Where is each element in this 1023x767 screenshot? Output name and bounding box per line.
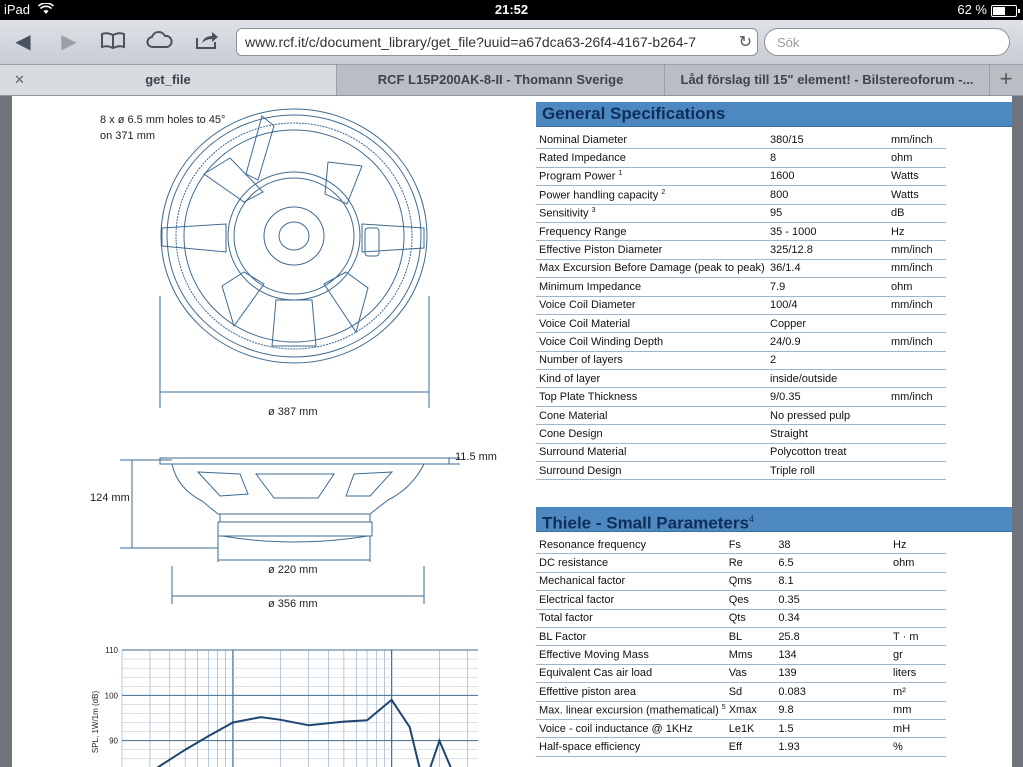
spl-point <box>439 740 441 742</box>
tsp-row <box>536 572 946 590</box>
tsp-row <box>536 683 946 701</box>
url-text: www.rcf.it/c/document_library/get_file?uuid=a67dca63-26f4-4167-b264-7 <box>245 34 696 50</box>
tab-bar <box>0 65 1023 96</box>
tsp-symbol: Mms <box>726 646 776 664</box>
tsp-unit: m² <box>890 683 946 701</box>
spec-row <box>536 388 946 406</box>
close-tab-icon[interactable]: ✕ <box>14 72 25 87</box>
y-tick-label: 100 <box>104 691 118 701</box>
icloud-icon[interactable] <box>146 30 172 54</box>
search-field[interactable] <box>764 28 1010 56</box>
spl-point <box>308 724 310 726</box>
tab-get-file[interactable] <box>0 65 337 95</box>
tsp-row <box>536 664 946 682</box>
tsp-value: 9.8 <box>775 701 890 719</box>
spec-label: Frequency Range <box>536 222 767 240</box>
spec-label: Nominal Diameter <box>536 131 767 149</box>
spec-value: 95 <box>767 204 888 222</box>
spec-value: inside/outside <box>767 370 888 388</box>
general-specifications <box>536 102 1012 480</box>
tsp-label: Voice - coil inductance @ 1KHz <box>536 719 726 737</box>
spec-row <box>536 241 946 259</box>
spec-row <box>536 222 946 240</box>
spl-point <box>409 726 411 728</box>
spec-value: Straight <box>767 425 888 443</box>
spec-unit <box>888 370 946 388</box>
spec-row <box>536 370 946 388</box>
spec-row <box>536 351 946 369</box>
page-gutter-left <box>0 96 12 767</box>
spec-row <box>536 425 946 443</box>
tsp-row <box>536 554 946 572</box>
tsp-row <box>536 536 946 554</box>
spec-value: 9/0.35 <box>767 388 888 406</box>
spec-label: Minimum Impedance <box>536 278 767 296</box>
tsp-row <box>536 719 946 737</box>
tsp-unit: mH <box>890 719 946 737</box>
clock: 21:52 <box>494 2 529 17</box>
spec-label: Surround Material <box>536 443 767 461</box>
spec-unit: mm/inch <box>888 296 946 314</box>
dim-387: ø 387 mm <box>268 406 318 418</box>
tsp-symbol: Eff <box>726 738 776 756</box>
tsp-unit <box>890 591 946 609</box>
device-name: iPad <box>4 2 31 17</box>
battery-icon <box>991 5 1017 17</box>
search-placeholder: Sök <box>777 35 800 50</box>
spec-value: 800 <box>767 186 888 204</box>
technical-drawings <box>12 96 532 767</box>
spec-label: Surround Design <box>536 462 767 480</box>
general-specifications-title: General Specifications <box>536 102 1012 127</box>
new-tab-button[interactable]: + <box>999 66 1013 91</box>
tsp-symbol: Qes <box>726 591 776 609</box>
tsp-symbol: Sd <box>726 683 776 701</box>
tsp-symbol: Qts <box>726 609 776 627</box>
tsp-label: DC resistance <box>536 554 726 572</box>
tsp-row <box>536 701 946 719</box>
tsp-label: Effective Moving Mass <box>536 646 726 664</box>
holes-note-2: on 371 mm <box>100 130 156 142</box>
spec-label: Cone Material <box>536 406 767 424</box>
tsp-value: 139 <box>775 664 890 682</box>
tsp-unit: T · m <box>890 627 946 645</box>
spec-row <box>536 443 946 461</box>
spec-row <box>536 314 946 332</box>
dim-11-5: 11.5 mm <box>455 451 497 463</box>
tsp-symbol: BL <box>726 627 776 645</box>
spec-unit: mm/inch <box>888 259 946 277</box>
spec-label: Rated Impedance <box>536 149 767 167</box>
spec-unit: mm/inch <box>888 388 946 406</box>
tab-label: Låd förslag till 15" element! - Bilstereoforum -... <box>680 72 974 87</box>
spec-row <box>536 462 946 480</box>
tsp-value: 0.34 <box>775 609 890 627</box>
battery-percent: 62 % <box>957 2 987 17</box>
spec-unit: mm/inch <box>888 241 946 259</box>
tsp-symbol: Qms <box>726 572 776 590</box>
tsp-value: 0.083 <box>775 683 890 701</box>
spec-value: Triple roll <box>767 462 888 480</box>
tsp-row <box>536 591 946 609</box>
spec-row <box>536 333 946 351</box>
spec-value: 380/15 <box>767 131 888 149</box>
spec-value: 2 <box>767 351 888 369</box>
tsp-value: 134 <box>775 646 890 664</box>
tsp-unit: gr <box>890 646 946 664</box>
spec-label: Sensitivity $^3$ <box>536 204 767 222</box>
tsp-unit <box>890 572 946 590</box>
tsp-symbol: Fs <box>726 536 776 554</box>
spec-value: 100/4 <box>767 296 888 314</box>
document-page[interactable] <box>12 96 1012 767</box>
spec-label: Number of layers <box>536 351 767 369</box>
thiele-small-table <box>536 536 946 757</box>
spec-value: 36/1.4 <box>767 259 888 277</box>
tab-label: RCF L15P200AK-8-II - Thomann Sverige <box>377 72 624 87</box>
tsp-row <box>536 627 946 645</box>
spec-label: Max Excursion Before Damage (peak to peak) <box>536 259 767 277</box>
spec-label: Program Power $^1$ <box>536 167 767 185</box>
spec-row <box>536 131 946 149</box>
spec-value: 8 <box>767 149 888 167</box>
tsp-value: 38 <box>775 536 890 554</box>
spl-point <box>280 719 282 721</box>
tsp-symbol: Xmax <box>726 701 776 719</box>
thiele-small-parameters <box>536 507 1012 757</box>
spec-row <box>536 296 946 314</box>
spec-unit: ohm <box>888 149 946 167</box>
spec-label: Voice Coil Winding Depth <box>536 333 767 351</box>
tab-label: get_file <box>145 72 191 87</box>
y-axis-label: SPL, 1W/1m (dB) <box>91 690 100 754</box>
spl-point <box>260 716 262 718</box>
spec-unit: Watts <box>888 186 946 204</box>
spec-label: Effective Piston Diameter <box>536 241 767 259</box>
spec-value: 7.9 <box>767 278 888 296</box>
tsp-symbol: Re <box>726 554 776 572</box>
spl-point <box>232 722 234 724</box>
share-icon[interactable] <box>194 30 220 54</box>
spec-unit: mm/inch <box>888 131 946 149</box>
tsp-value: 25.8 <box>775 627 890 645</box>
tab-thomann[interactable] <box>337 65 665 95</box>
back-icon[interactable]: ◀ <box>15 31 31 53</box>
spec-unit: Hz <box>888 222 946 240</box>
dim-124: 124 mm <box>90 492 130 504</box>
spec-unit: dB <box>888 204 946 222</box>
tsp-value: 1.5 <box>775 719 890 737</box>
spl-point <box>366 719 368 721</box>
tsp-unit: liters <box>890 664 946 682</box>
tsp-label: Half-space efficiency <box>536 738 726 756</box>
spec-row <box>536 167 946 185</box>
tsp-row <box>536 738 946 756</box>
spl-point <box>208 735 210 737</box>
tsp-value: 0.35 <box>775 591 890 609</box>
tsp-unit: ohm <box>890 554 946 572</box>
spec-row <box>536 278 946 296</box>
spec-row <box>536 204 946 222</box>
tsp-label: Resonance frequency <box>536 536 726 554</box>
spec-row <box>536 406 946 424</box>
spec-unit <box>888 462 946 480</box>
spl-chart <box>12 96 532 767</box>
tsp-label: Total factor <box>536 609 726 627</box>
tsp-symbol: Le1K <box>726 719 776 737</box>
spec-unit: mm/inch <box>888 333 946 351</box>
dim-356: ø 356 mm <box>268 598 318 610</box>
tsp-unit: Hz <box>890 536 946 554</box>
y-tick-label: 110 <box>105 646 118 655</box>
spec-unit <box>888 351 946 369</box>
tsp-label: Mechanical factor <box>536 572 726 590</box>
spec-label: Kind of layer <box>536 370 767 388</box>
spec-unit <box>888 406 946 424</box>
tsp-label: Equivalent Cas air load <box>536 664 726 682</box>
general-spec-table <box>536 131 946 480</box>
thiele-small-title: Thiele - Small Parameters$^4$ <box>536 507 1012 532</box>
dim-220: ø 220 mm <box>268 564 318 576</box>
status-bar <box>0 0 1023 20</box>
reload-icon[interactable]: ↻ <box>738 34 752 51</box>
tsp-label: Effettive piston area <box>536 683 726 701</box>
bookmarks-icon[interactable] <box>100 30 126 54</box>
spec-unit <box>888 314 946 332</box>
spec-row <box>536 186 946 204</box>
spec-unit <box>888 443 946 461</box>
spec-value: No pressed pulp <box>767 406 888 424</box>
browser-toolbar <box>0 20 1023 65</box>
spl-point <box>391 699 393 701</box>
tsp-row <box>536 609 946 627</box>
spec-label: Top Plate Thickness <box>536 388 767 406</box>
tsp-label: BL Factor <box>536 627 726 645</box>
spec-value: Polycotton treat <box>767 443 888 461</box>
tsp-label: Electrical factor <box>536 591 726 609</box>
spec-unit: ohm <box>888 278 946 296</box>
spl-point <box>184 749 186 751</box>
spec-unit: Watts <box>888 167 946 185</box>
forward-icon[interactable]: ▶ <box>61 31 77 53</box>
holes-note: 8 x ø 6.5 mm holes to 45° <box>100 114 226 126</box>
tsp-symbol: Vas <box>726 664 776 682</box>
spec-value: 24/0.9 <box>767 333 888 351</box>
tsp-row <box>536 646 946 664</box>
tsp-label: Max. linear excursion (mathematical) $^5$ <box>536 701 726 719</box>
url-field[interactable] <box>236 28 758 56</box>
spec-label: Power handling capacity $^2$ <box>536 186 767 204</box>
spec-row <box>536 149 946 167</box>
y-tick-label: 90 <box>109 736 118 746</box>
spec-label: Cone Design <box>536 425 767 443</box>
tsp-value: 1.93 <box>775 738 890 756</box>
tsp-unit: mm <box>890 701 946 719</box>
spec-value: 325/12.8 <box>767 241 888 259</box>
spec-value: 1600 <box>767 167 888 185</box>
tsp-value: 6.5 <box>775 554 890 572</box>
tsp-unit <box>890 609 946 627</box>
tsp-unit: % <box>890 738 946 756</box>
spec-unit <box>888 425 946 443</box>
spec-value: Copper <box>767 314 888 332</box>
tab-bilstereoforum[interactable] <box>665 65 990 95</box>
spec-label: Voice Coil Material <box>536 314 767 332</box>
spec-label: Voice Coil Diameter <box>536 296 767 314</box>
tsp-value: 8.1 <box>775 572 890 590</box>
spec-value: 35 - 1000 <box>767 222 888 240</box>
spec-row <box>536 259 946 277</box>
page-gutter-right <box>1012 96 1023 767</box>
spl-point <box>343 721 345 723</box>
